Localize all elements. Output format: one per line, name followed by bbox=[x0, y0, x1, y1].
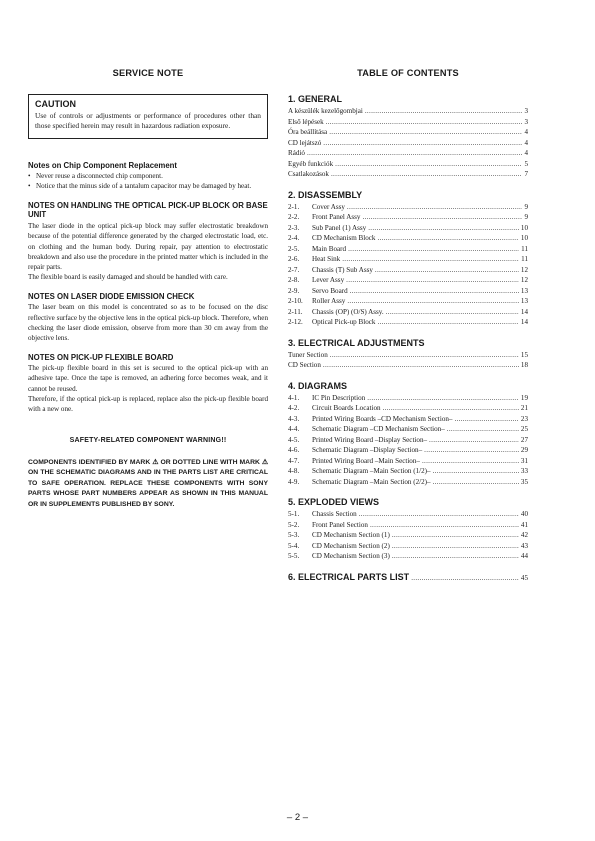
toc-leader-dots bbox=[392, 530, 519, 541]
toc-page-number: 5 bbox=[524, 159, 528, 168]
toc-entry-label: Első lépések bbox=[288, 117, 324, 126]
chip-note-item bbox=[28, 181, 268, 191]
handling-notes-text: The laser diode in the optical pick-up block may suffer electrostatic breakdown because of the potential difference generated by the charged electrostatic load, etc. on clothing and the human body. During repair, pay attention to electrostatic breakdown and also use the procedure in the printed matter which is included in the repair parts. bbox=[28, 221, 268, 272]
toc-entry[interactable] bbox=[288, 466, 528, 477]
service-note-column bbox=[28, 68, 268, 511]
toc-entry[interactable] bbox=[288, 127, 528, 138]
safety-warning-text: COMPONENTS IDENTIFIED BY MARK ⚠ OR DOTTED LINE WITH MARK ⚠ ON THE SCHEMATIC DIAGRAMS AND IN THE PARTS LIST ARE CRITICAL TO SAFE OPERATION. REPLACE THESE COMPONENTS WITH SONY PARTS WHOSE PART NUMBERS APPEAR AS SHOWN IN THIS MANUAL OR IN SUPPLEMENTS PUBLISHED BY SONY. bbox=[28, 458, 268, 508]
toc-entry-label: CD lejátszó bbox=[288, 138, 322, 147]
toc-entry-number: 4-3. bbox=[288, 414, 300, 423]
toc-groups bbox=[288, 94, 528, 562]
toc-entry[interactable] bbox=[288, 317, 528, 328]
toc-entry-number: 2-1. bbox=[288, 202, 300, 211]
service-note-title: SERVICE NOTE bbox=[112, 68, 184, 78]
toc-section-heading: 3. ELECTRICAL ADJUSTMENTS bbox=[288, 337, 425, 348]
toc-entry-label: Rádió bbox=[288, 149, 305, 157]
toc-entry-number: 2-5. bbox=[288, 244, 300, 253]
toc-entry[interactable] bbox=[288, 212, 528, 223]
toc-entry-label: Front Panel Section bbox=[312, 520, 368, 529]
toc-entry-number: 5-2. bbox=[288, 520, 300, 529]
toc-group bbox=[288, 381, 528, 488]
toc-section-heading: 5. EXPLODED VIEWS bbox=[288, 497, 380, 507]
toc-page-number: 41 bbox=[520, 520, 528, 529]
toc-entry-label: Printed Wiring Boards –CD Mechanism Section– bbox=[312, 414, 453, 423]
toc-entry-label: CD Mechanism Section (1) bbox=[312, 531, 390, 539]
toc-leader-dots bbox=[433, 466, 519, 477]
toc-leader-dots bbox=[331, 169, 522, 180]
toc-leader-dots bbox=[346, 275, 519, 286]
toc-entry-number: 4-7. bbox=[288, 456, 300, 465]
toc-page-number: 14 bbox=[520, 307, 528, 316]
toc-entry-number: 2-4. bbox=[288, 234, 300, 242]
flex-board-notes-text: The pick-up flexible board in this set is secured to the optical pick-up with an adhesive tape. Once the tape is removed, an adhering force becomes weak, and it cannot be reused. bbox=[28, 364, 268, 393]
toc-entry[interactable] bbox=[288, 202, 528, 213]
toc-leader-dots bbox=[347, 296, 519, 307]
toc-page-number: 29 bbox=[520, 446, 528, 454]
caution-title: CAUTION bbox=[35, 99, 76, 109]
laser-notes-text: The laser beam on this model is concentrated so as to be focused on the disc reflective surface by the objective lens in the optical pick-up block. Therefore, when checking the laser diode emission, observe from more than 30 cm away from the objective lens. bbox=[28, 303, 268, 343]
toc-page-number: 7 bbox=[524, 170, 528, 178]
toc-entry[interactable] bbox=[288, 403, 528, 414]
toc-group bbox=[288, 190, 528, 328]
toc-entry[interactable] bbox=[288, 233, 528, 244]
toc-entry-number: 5-5. bbox=[288, 552, 300, 560]
toc-leader-dots bbox=[326, 117, 523, 128]
toc-entry-number: 4-2. bbox=[288, 404, 300, 412]
toc-entry-label: Tuner Section bbox=[288, 350, 328, 359]
page-number: – 2 – bbox=[286, 812, 309, 823]
toc-page-number: 12 bbox=[520, 265, 528, 274]
toc-page-number: 10 bbox=[520, 223, 528, 232]
toc-entry-number: 2-12. bbox=[288, 318, 303, 326]
toc-entry-label: Printed Wiring Board –Main Section– bbox=[312, 456, 420, 465]
toc-entry[interactable] bbox=[288, 148, 528, 159]
chip-notes-title: Notes on Chip Component Replacement bbox=[28, 160, 178, 170]
toc-entry[interactable] bbox=[288, 477, 528, 488]
toc-entry-label: CD Mechanism Block bbox=[312, 234, 376, 242]
toc-leader-dots bbox=[433, 477, 519, 488]
toc-page-number: 45 bbox=[520, 573, 528, 582]
bullet-icon: • bbox=[28, 172, 31, 181]
toc-entry[interactable] bbox=[288, 414, 528, 425]
toc-entry[interactable] bbox=[288, 520, 528, 531]
toc-entry[interactable] bbox=[288, 530, 528, 541]
chip-note-text: Notice that the minus side of a tantalum capacitor may be damaged by heat. bbox=[36, 182, 252, 191]
toc-page-number: 18 bbox=[520, 361, 528, 369]
toc-leader-dots bbox=[368, 223, 519, 234]
handling-notes bbox=[28, 201, 268, 283]
toc-page-number: 23 bbox=[520, 414, 528, 423]
toc-page-number: 33 bbox=[520, 467, 528, 475]
toc-leader-dots bbox=[375, 265, 519, 276]
toc-page-number: 9 bbox=[524, 213, 528, 221]
toc-entry-label: Front Panel Assy bbox=[312, 213, 361, 221]
toc-page-number: 4 bbox=[524, 128, 528, 136]
toc-leader-dots bbox=[447, 424, 519, 435]
toc-leader-dots bbox=[370, 520, 519, 531]
toc-entry-label: Optical Pick-up Block bbox=[312, 318, 376, 326]
toc-page-number: 14 bbox=[520, 318, 528, 326]
toc-entry-label: A készülék kezelőgombjai bbox=[288, 107, 363, 115]
toc-entry[interactable] bbox=[288, 286, 528, 297]
toc-entry[interactable] bbox=[288, 541, 528, 552]
toc-page-number: 43 bbox=[520, 541, 528, 550]
toc-leader-dots bbox=[422, 456, 519, 467]
toc-section-heading: 6. ELECTRICAL PARTS LIST bbox=[288, 571, 410, 582]
handling-notes-text-2: The flexible board is easily damaged and should be handled with care. bbox=[28, 273, 228, 282]
toc-leader-dots bbox=[347, 202, 523, 213]
toc-page-number: 42 bbox=[520, 531, 528, 539]
toc-entry-label: Sub Panel (1) Assy bbox=[312, 223, 367, 232]
handling-notes-title: NOTES ON HANDLING THE OPTICAL PICK-UP BLOCK OR BASE UNIT bbox=[28, 200, 268, 220]
toc-entry-label: Chassis (T) Sub Assy bbox=[312, 265, 373, 274]
toc-page-number: 9 bbox=[524, 202, 528, 211]
toc-entry-label: Csatlakozások bbox=[288, 170, 329, 178]
toc-entry-label: Chassis (OP) (O/S) Assy. bbox=[312, 307, 384, 316]
toc-page-number: 15 bbox=[520, 350, 528, 359]
toc-entry-label: Heat Sink bbox=[312, 255, 341, 263]
toc-leader-dots bbox=[411, 574, 519, 582]
toc-entry-number: 2-3. bbox=[288, 223, 300, 232]
toc-leader-dots bbox=[335, 159, 522, 170]
toc-entry[interactable] bbox=[288, 393, 528, 404]
toc-leader-dots bbox=[350, 286, 519, 297]
toc-entry[interactable] bbox=[288, 275, 528, 286]
toc-page-number: 27 bbox=[520, 435, 528, 444]
toc-entry-number: 4-9. bbox=[288, 477, 300, 486]
toc-page-number: 44 bbox=[520, 552, 528, 560]
toc-group bbox=[288, 497, 528, 562]
toc-entry-number: 2-11. bbox=[288, 307, 303, 316]
toc-leader-dots bbox=[359, 509, 519, 520]
toc-entry[interactable] bbox=[288, 169, 528, 180]
toc-leader-dots bbox=[392, 551, 519, 562]
toc-entry-number: 2-10. bbox=[288, 297, 303, 305]
toc-entry-number: 4-8. bbox=[288, 467, 300, 475]
toc-entry[interactable] bbox=[288, 307, 528, 318]
toc-entry-label: Schematic Diagram –Display Section– bbox=[312, 446, 423, 454]
toc-leader-dots bbox=[362, 212, 522, 223]
toc-leader-dots bbox=[429, 435, 519, 446]
toc-entry-number: 2-9. bbox=[288, 286, 300, 295]
toc-page-number: 12 bbox=[520, 276, 528, 284]
toc-section-heading: 1. GENERAL bbox=[288, 94, 343, 104]
toc-entry[interactable] bbox=[288, 244, 528, 255]
toc-leader-dots bbox=[329, 127, 522, 138]
toc-entry-label: Cover Assy bbox=[312, 202, 345, 211]
toc-entry[interactable] bbox=[288, 551, 528, 562]
toc-leader-dots bbox=[323, 138, 522, 149]
toc-section-heading: 4. DIAGRAMS bbox=[288, 380, 348, 391]
toc-entry-label: CD Section bbox=[288, 361, 321, 369]
toc-page-number: 10 bbox=[520, 234, 528, 242]
toc-entry-label: Schematic Diagram –Main Section (1/2)– bbox=[312, 467, 431, 475]
toc-entry-label: Egyéb funkciók bbox=[288, 159, 334, 168]
toc-leader-dots bbox=[383, 403, 519, 414]
toc-leader-dots bbox=[330, 350, 519, 361]
toc-page-number: 11 bbox=[521, 255, 528, 263]
toc-page-number: 3 bbox=[524, 107, 528, 115]
caution-text: Use of controls or adjustments or performance of procedures other than those specified herein may result in hazardous radiation exposure. bbox=[35, 111, 261, 131]
toc-leader-dots bbox=[367, 393, 519, 404]
toc-entry-label: Chassis Section bbox=[312, 510, 357, 518]
toc-entry[interactable] bbox=[288, 117, 528, 128]
toc-entry-label: Óra beállítása bbox=[288, 128, 328, 136]
toc-entry[interactable] bbox=[288, 265, 528, 276]
toc-entry-number: 4-6. bbox=[288, 446, 300, 454]
toc-entry[interactable] bbox=[288, 445, 528, 456]
toc-page-number: 19 bbox=[520, 393, 528, 402]
toc-entry-label: Lever Assy bbox=[312, 276, 345, 284]
toc-entry-number: 4-4. bbox=[288, 425, 300, 433]
toc-entry-number: 5-1. bbox=[288, 510, 300, 518]
toc-entry-label: CD Mechanism Section (2) bbox=[312, 541, 390, 550]
toc-entry-number: 2-8. bbox=[288, 276, 300, 284]
toc-entry-label: Printed Wiring Board –Display Section– bbox=[312, 435, 428, 444]
toc-entry-number: 2-6. bbox=[288, 255, 300, 263]
toc-entry[interactable] bbox=[288, 296, 528, 307]
toc-entry[interactable] bbox=[288, 106, 528, 117]
toc-entry-number: 2-7. bbox=[288, 265, 300, 274]
toc-leader-dots bbox=[392, 541, 519, 552]
toc-entry[interactable] bbox=[288, 456, 528, 467]
toc-leader-dots bbox=[323, 360, 519, 371]
toc-entry-number: 5-3. bbox=[288, 531, 300, 539]
toc-entry-label: Servo Board bbox=[312, 286, 348, 295]
toc-leader-dots bbox=[386, 307, 519, 318]
toc-entry-label: IC Pin Description bbox=[312, 393, 366, 402]
toc-leader-dots bbox=[365, 106, 523, 117]
toc-page-number: 21 bbox=[520, 404, 528, 412]
toc-leader-dots bbox=[377, 233, 518, 244]
flex-board-notes-title: NOTES ON PICK-UP FLEXIBLE BOARD bbox=[28, 352, 174, 362]
toc-entry[interactable] bbox=[288, 254, 528, 265]
toc-entry[interactable] bbox=[288, 435, 528, 446]
chip-note-item bbox=[28, 171, 268, 181]
toc-column bbox=[288, 68, 528, 582]
flex-board-notes-text-2: Therefore, if the optical pick-up is replaced, replace also the pick-up flexible board with a new one. bbox=[28, 395, 268, 414]
toc-entry-number: 5-4. bbox=[288, 541, 300, 550]
toc-entry-label: Schematic Diagram –Main Section (2/2)– bbox=[312, 477, 431, 486]
toc-entry[interactable] bbox=[288, 223, 528, 234]
toc-leader-dots bbox=[342, 254, 519, 265]
toc-title: TABLE OF CONTENTS bbox=[357, 68, 459, 78]
toc-entry-parts-list[interactable] bbox=[288, 572, 528, 582]
toc-page-number: 25 bbox=[520, 425, 528, 433]
toc-entry[interactable] bbox=[288, 509, 528, 520]
caution-box bbox=[28, 94, 268, 139]
toc-entry[interactable] bbox=[288, 159, 528, 170]
toc-page-number: 4 bbox=[524, 149, 528, 157]
toc-page-number: 40 bbox=[520, 510, 528, 518]
toc-group bbox=[288, 338, 528, 371]
toc-page-number: 13 bbox=[520, 297, 528, 305]
chip-note-text: Never reuse a disconnected chip component. bbox=[36, 172, 163, 181]
toc-entry-label: Roller Assy bbox=[312, 297, 346, 305]
toc-entry-label: Circuit Boards Location bbox=[312, 404, 381, 412]
toc-entry-label: Main Board bbox=[312, 244, 347, 253]
toc-leader-dots bbox=[307, 148, 523, 159]
toc-group bbox=[288, 94, 528, 180]
toc-page-number: 11 bbox=[521, 244, 528, 253]
safety-warning-title: SAFETY-RELATED COMPONENT WARNING!! bbox=[69, 436, 227, 444]
toc-leader-dots bbox=[454, 414, 518, 425]
toc-entry[interactable] bbox=[288, 138, 528, 149]
toc-leader-dots bbox=[424, 445, 519, 456]
toc-page-number: 31 bbox=[520, 456, 528, 465]
bullet-icon: • bbox=[28, 182, 31, 191]
toc-entry[interactable] bbox=[288, 350, 528, 361]
toc-leader-dots bbox=[377, 317, 518, 328]
toc-entry-number: 2-2. bbox=[288, 213, 300, 221]
laser-notes-title: NOTES ON LASER DIODE EMISSION CHECK bbox=[28, 291, 195, 301]
toc-entry[interactable] bbox=[288, 360, 528, 371]
toc-entry-label: CD Mechanism Section (3) bbox=[312, 552, 390, 560]
toc-page-number: 3 bbox=[524, 117, 528, 126]
chip-notes bbox=[28, 161, 268, 192]
toc-entry-number: 4-5. bbox=[288, 435, 300, 444]
toc-page-number: 13 bbox=[520, 286, 528, 295]
flex-board-notes bbox=[28, 353, 268, 415]
toc-leader-dots bbox=[348, 244, 519, 255]
toc-page-number: 4 bbox=[524, 138, 528, 147]
toc-page-number: 35 bbox=[520, 477, 528, 486]
laser-notes bbox=[28, 292, 268, 344]
toc-entry-label: Schematic Diagram –CD Mechanism Section– bbox=[312, 425, 445, 433]
toc-section-heading: 2. DISASSEMBLY bbox=[288, 189, 363, 200]
toc-entry[interactable] bbox=[288, 424, 528, 435]
toc-entry-number: 4-1. bbox=[288, 393, 300, 402]
